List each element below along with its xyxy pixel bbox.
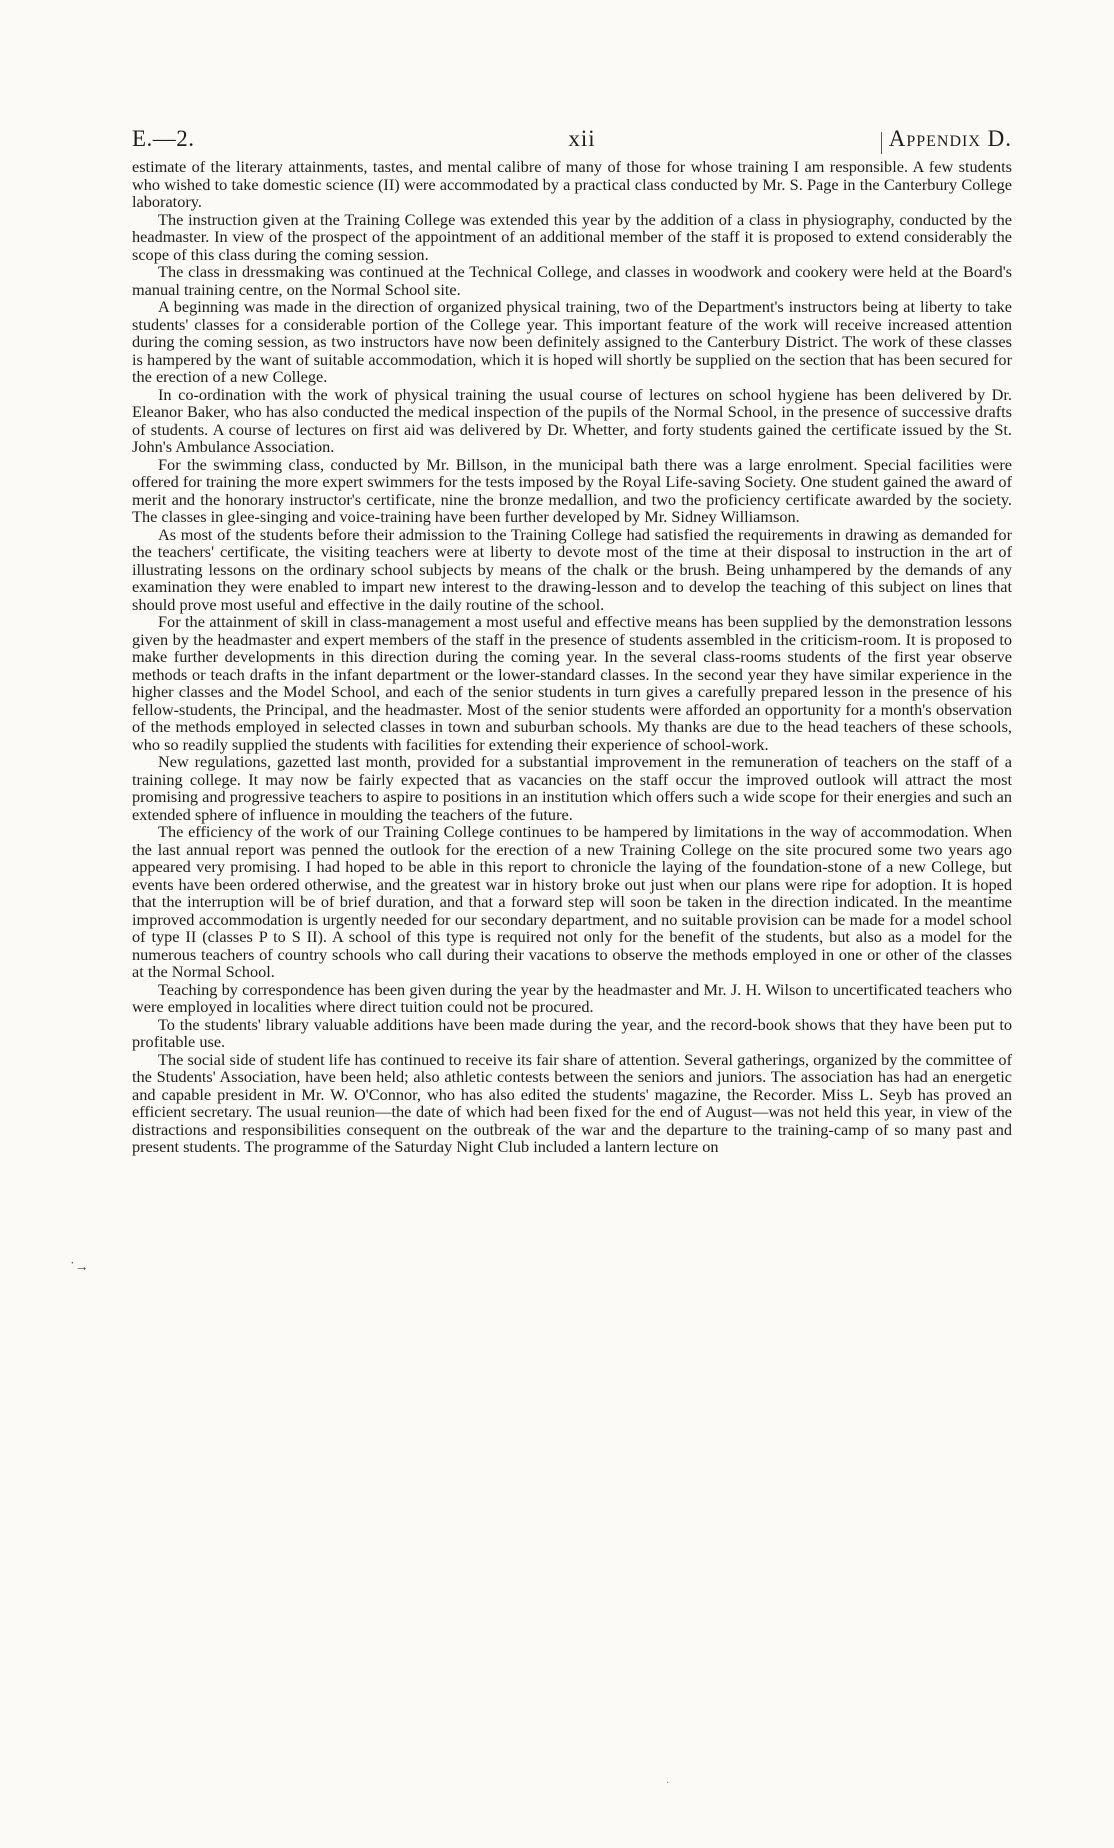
body-text: [132, 158, 1012, 1156]
document-page: [132, 118, 1012, 1156]
paragraph-swimming: For the swimming class, conducted by Mr. Billson, in the municipal bath there was a large enrolment. Special facilities were offered for training the more expert swimmers for the tests imposed by the Royal Life-saving Society. One student gained the award of merit and the honorary instructor's certificate, nine the bronze medallion, and two the proficiency certificate awarded by the society. The classes in glee-singing and voice-training have been further developed by Mr. Sidney Williamson.: [132, 454, 1012, 526]
paragraph-correspondence: Teaching by correspondence has been given during the year by the headmaster and Mr. J. H. Wilson to uncertificated teachers who were employed in localities where direct tuition could not be procured.: [132, 979, 1012, 1016]
paragraph-continuation: estimate of the literary attainments, tastes, and mental calibre of many of those for whose training I am responsible. A few students who wished to take domestic science (II) were accommodated by a practical class conducted by Mr. S. Page in the Canterbury College laboratory.: [132, 157, 1012, 211]
paragraph-dressmaking: The class in dressmaking was continued at the Technical College, and classes in woodwork and cookery were held at the Board's manual training centre, on the Normal School site.: [132, 262, 1012, 299]
paragraph-library: To the students' library valuable additions have been made during the year, and the record-book shows that they have been put to profitable use.: [132, 1014, 1012, 1051]
paragraph-physical-training: A beginning was made in the direction of organized physical training, two of the Department's instructors being at liberty to take students' classes for a considerable portion of the College year. This important feature of the work will receive increased attention during the coming session, as two instructors have now been definitely assigned to the Canterbury District. The work of these classes is hampered by the want of suitable accommodation, which it is hoped will shortly be supplied on the section that has been secured for the erection of a new College.: [132, 297, 1012, 386]
paragraph-hygiene: In co-ordination with the work of physical training the usual course of lectures on school hygiene has been delivered by Dr. Eleanor Baker, who has also conducted the medical inspection of the pupils of the Normal School, in the presence of successive drafts of students. A course of lectures on first aid was delivered by Dr. Whetter, and forty students gained the certificate issued by the St. John's Ambulance Association.: [132, 384, 1012, 456]
paragraph-regulations: New regulations, gazetted last month, provided for a substantial improvement in the remuneration of teachers on the staff of a training college. It may now be fairly expected that as vacancies on the staff occur the improved outlook will attract the most promising and progressive teachers to aspire to positions in an institution which offers such a wide scope for their energies and such an extended sphere of influence in moulding the teachers of the future.: [132, 752, 1012, 824]
header-appendix-label: Appendix D.: [888, 126, 1012, 151]
paragraph-class-management: For the attainment of skill in class-management a most useful and effective means has been supplied by the demonstration lessons given by the headmaster and expert members of the staff in the presence of students assembled in the criticism-room. It is proposed to make further developments in this direction during the coming year. In the several class-rooms students of the first year observe methods or teach drafts in the infant department or the lower-standard classes. In the second year they have similar experience in the higher classes and the Model School, and each of the senior students in turn gives a carefully prepared lesson in the presence of his fellow-students, the Principal, and the headmaster. Most of the senior students were afforded an opportunity for a month's observation of the methods employed in selected classes in town and suburban schools. My thanks are due to the head teachers of these schools, who so readily supplied the students with facilities for extending their experience of school-work.: [132, 612, 1012, 754]
paragraph-physiography: The instruction given at the Training College was extended this year by the addition of a class in physiography, conducted by the headmaster. In view of the prospect of the appointment of an additional member of the staff it is proposed to extend considerably the scope of this class during the coming session.: [132, 209, 1012, 264]
paragraph-social-life: The social side of student life has continued to receive its fair share of attention. Several gatherings, organized by the committee of the Students' Association, have been held; also athletic contests between the seniors and juniors. The association has had an energetic and capable president in Mr. W. O'Connor, who has also edited the students' magazine, the Recorder. Miss L. Seyb has proved an efficient secretary. The usual reunion—the date of which had been fixed for the end of August—was not held this year, in view of the distractions and responsibilities consequent on the outbreak of the war and the departure to the training-camp of so many past and present students. The programme of the Saturday Night Club included a lantern lecture on: [132, 1049, 1012, 1156]
paragraph-accommodation: The efficiency of the work of our Training College continues to be hampered by limitations in the way of accommodation. When the last annual report was penned the outlook for the erection of a new Training College on the site procured some two years ago appeared very promising. I had hoped to be able in this report to chronicle the laying of the foundation-stone of a new College, but events have been ordered otherwise, and the greatest war in history broke out just when our plans were ripe for adoption. It is hoped that the interruption will be of brief duration, and that a forward step will soon be taken in the direction indicated. In the meantime improved accommodation is urgently needed for our secondary department, and no suitable provision can be made for a model school of type II (classes P to S II). A school of this type is required not only for the benefit of the students, but also as a model for the numerous teachers of country schools who call during their vacations to observe the methods employed in one or other of the classes at the Normal School.: [132, 822, 1012, 981]
margin-mark: ˙→: [70, 1260, 89, 1275]
header-page-number: xii: [568, 126, 596, 151]
header-document-code: E.—2.: [132, 126, 195, 151]
footer-speck: ·: [666, 1778, 670, 1789]
page-header: [132, 118, 1012, 158]
paragraph-drawing: As most of the students before their admission to the Training College had satisfied the requirements in drawing as demanded for the teachers' certificate, the visiting teachers were at liberty to devote most of the time at their disposal to instruction in the art of illustrating lessons on the ordinary school subjects by means of the chalk or the brush. Being unhampered by the demands of any examination they were enabled to impart new interest to the drawing-lesson and to develop the teaching of this subject on lines that should prove most useful and effective in the daily routine of the school.: [132, 524, 1012, 614]
